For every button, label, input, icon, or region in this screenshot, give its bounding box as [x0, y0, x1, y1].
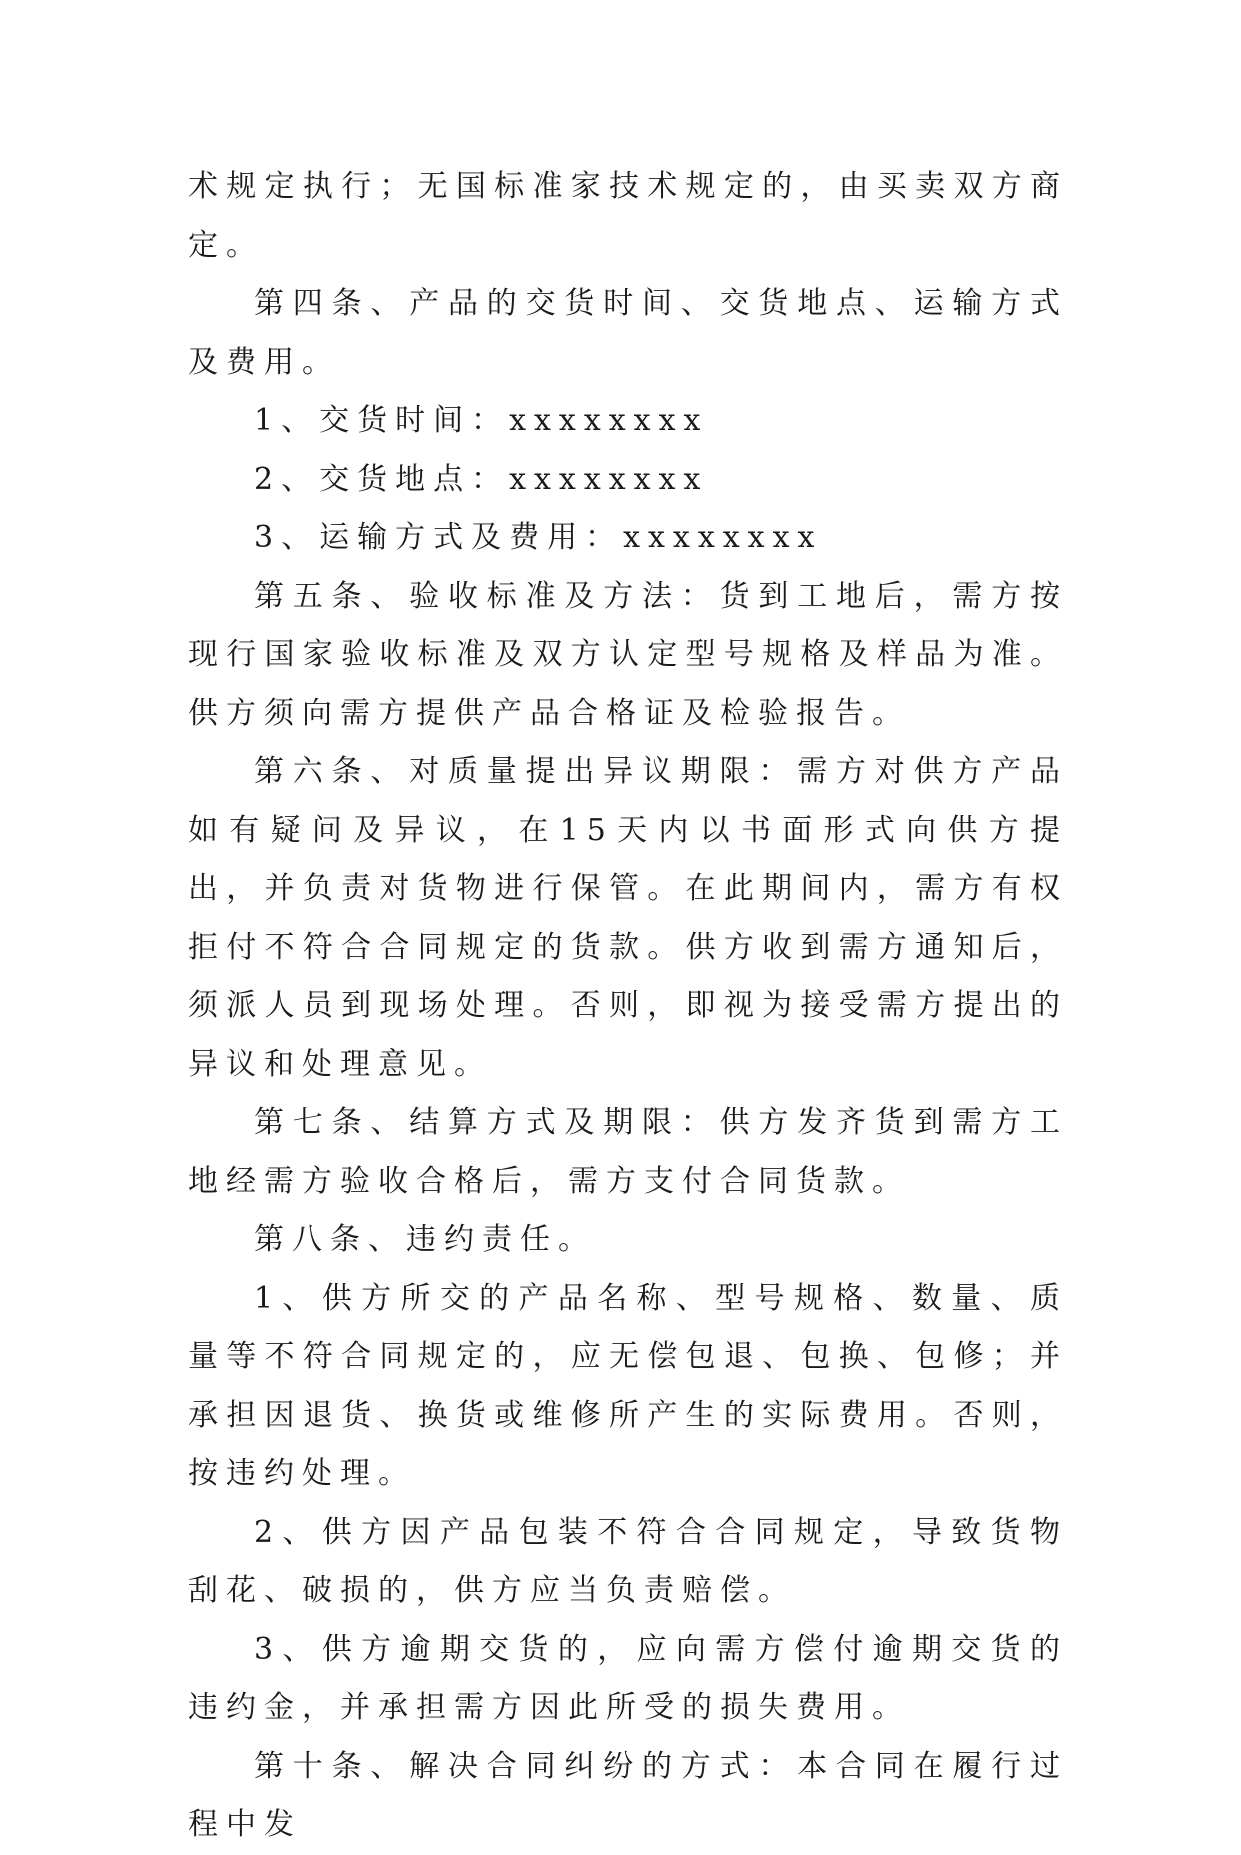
paragraph-article-7: 第七条、结算方式及期限：供方发齐货到需方工地经需方验收合格后，需方支付合同货款。 — [188, 1105, 1068, 1199]
paragraph-delivery-time: 1、交货时间：xxxxxxxx — [254, 403, 709, 438]
paragraph-continued: 术规定执行；无国标准家技术规定的，由买卖双方商定。 — [188, 169, 1068, 263]
paragraph-delivery-place: 2、交货地点：xxxxxxxx — [254, 461, 709, 497]
paragraph-article-5: 第五条、验收标准及方法：货到工地后，需方按现行国家验收标准及双方认定型号规格及样品为准。供方须向需方提供产品合格证及检验报告。 — [188, 578, 1068, 731]
paragraph-article-8: 第八条、违约责任。 — [254, 1222, 596, 1257]
document-body — [188, 158, 1068, 1855]
paragraph-article-10: 第十条、解决合同纠纷的方式：本合同在履行过程中发 — [188, 1748, 1068, 1842]
paragraph-liability-3: 3、供方逾期交货的，应向需方偿付逾期交货的违约金，并承担需方因此所受的损失费用。 — [188, 1631, 1068, 1725]
paragraph-article-4: 第四条、产品的交货时间、交货地点、运输方式及费用。 — [188, 286, 1068, 380]
paragraph-liability-2: 2、供方因产品包装不符合合同规定，导致货物刮花、破损的，供方应当负责赔偿。 — [188, 1514, 1068, 1608]
paragraph-transport: 3、运输方式及费用：xxxxxxxx — [254, 520, 823, 555]
paragraph-article-6: 第六条、对质量提出异议期限：需方对供方产品如有疑问及异议，在15天内以书面形式向供方提出，并负责对货物进行保管。在此期间内，需方有权拒付不符合合同规定的货款。供方收到需方通知后，须派人员到现场处理。否则，即视为接受需方提出的异议和处理意见。 — [188, 754, 1068, 1082]
paragraph-liability-1: 1、供方所交的产品名称、型号规格、数量、质量等不符合同规定的，应无偿包退、包换、包修；并承担因退货、换货或维修所产生的实际费用。否则，按违约处理。 — [188, 1280, 1068, 1491]
